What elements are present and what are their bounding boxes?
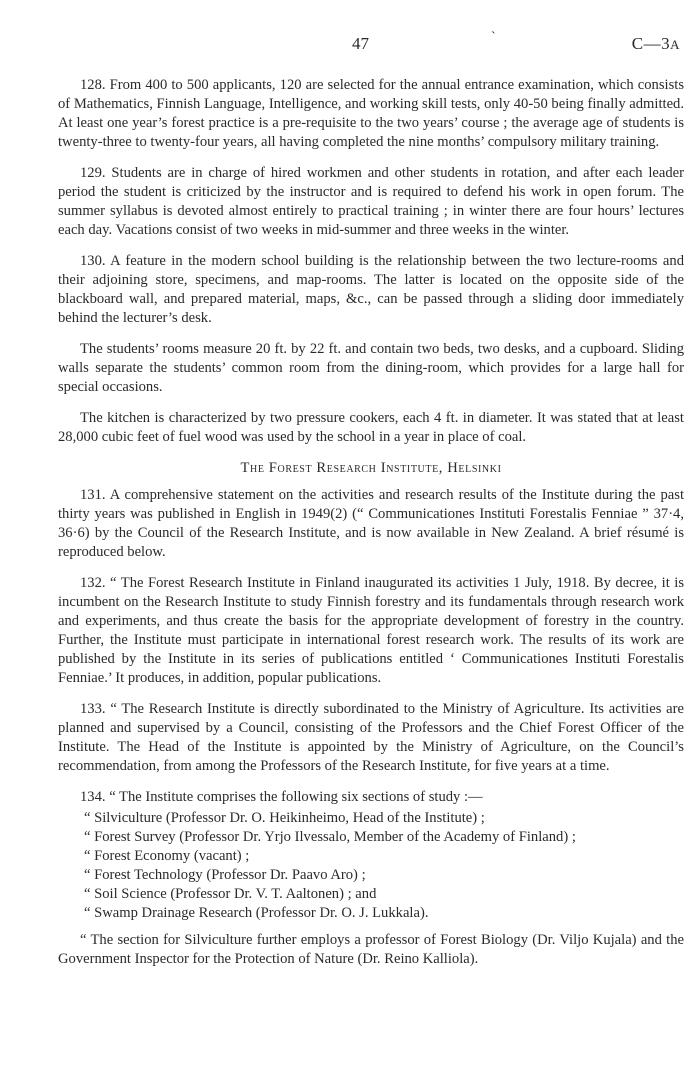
paragraph-kitchen: The kitchen is characterized by two pressure cookers, each 4 ft. in diameter. It was stated that at least 28,000 cubic feet of fuel wood was used by the school in a year in place of coal. — [58, 410, 684, 445]
document-reference — [632, 34, 680, 54]
page-header — [0, 30, 700, 56]
paragraph-132: 132. “ The Forest Research Institute in Finland inaugurated its activities 1 July, 1918. By decree, it is incumbent on the Research Institute to study Finnish forestry and its fundamentals through research work and experiments, and thus create the basis for the appropriate development of forestry in the country. Further, the Institute must participate in international forest research work. The results of its work are published by the Institute in its series of publications entitled ‘ Communicationes Instituti Forestalis Fenniae.’ It produces, in addition, popular publications. — [58, 575, 684, 686]
page-body — [58, 76, 684, 981]
section-heading: The Forest Research Institute, Helsinki — [240, 460, 502, 476]
sections-list — [58, 809, 684, 923]
paragraph-129: 129. Students are in charge of hired workmen and other students in rotation, and after each leader period the student is criticized by the instructor and is required to defend his work in open forum. The summer syllabus is devoted almost entirely to practical training ; in winter there are four hours’ lectures each day. Vacations consist of two weeks in mid-summer and three weeks in the winter. — [58, 165, 684, 238]
header-mark: ` — [491, 30, 496, 45]
list-item: “ Forest Survey (Professor Dr. Yrjo Ilvessalo, Member of the Academy of Finland) ; — [84, 829, 576, 845]
paragraph-130: 130. A feature in the modern school building is the relationship between the two lecture-rooms and their adjoining store, specimens, and map-rooms. The latter is located on the opposite side of the blackboard wall, and prepared material, maps, &c., can be passed through a sliding door immediately behind the lecturer’s desk. — [58, 253, 684, 326]
list-item: “ Forest Technology (Professor Dr. Paavo Aro) ; — [84, 867, 366, 883]
paragraph-134: 134. “ The Institute comprises the following six sections of study :— — [80, 789, 483, 805]
paragraph-131: 131. A comprehensive statement on the activities and research results of the Institute during the past thirty years was published in English in 1949(2) (“ Communicationes Instituti Forestalis Fenniae ” 37·4, 36·6) by the Council of the Research Institute, and is now available in New Zealand. A brief résumé is reproduced below. — [58, 487, 684, 560]
list-item: “ Soil Science (Professor Dr. V. T. Aaltonen) ; and — [84, 886, 377, 902]
list-item: “ Swamp Drainage Research (Professor Dr. O. J. Lukkala). — [84, 905, 429, 921]
paragraph-students-rooms: The students’ rooms measure 20 ft. by 22 ft. and contain two beds, two desks, and a cupboard. Sliding walls separate the students’ common room from the dining-room, which provides for a large hall for special occasions. — [58, 341, 684, 395]
paragraph-133: 133. “ The Research Institute is directly subordinated to the Ministry of Agriculture. Its activities are planned and supervised by a Council, consisting of the Professors and the Chief Forest Officer of the Institute. The Head of the Institute is appointed by the Ministry of Agriculture, on the Council’s recommendation, from among the Professors of the Research Institute, for five years at a time. — [58, 701, 684, 774]
document-reference-main: C—3 — [631, 34, 671, 53]
document-reference-suffix: A — [670, 37, 680, 52]
page-number: 47 — [352, 34, 369, 53]
list-item: “ Silviculture (Professor Dr. O. Heikinheimo, Head of the Institute) ; — [84, 810, 485, 826]
closing-paragraph: “ The section for Silviculture further employs a professor of Forest Biology (Dr. Viljo Kujala) and the Government Inspector for the Protection of Nature (Dr. Reino Kalliola). — [58, 932, 684, 967]
paragraph-128: 128. From 400 to 500 applicants, 120 are selected for the annual entrance examination, which consists of Mathematics, Finnish Language, Intelligence, and working skill tests, only 40-50 being finally admitted. At least one year’s forest practice is a pre-requisite to the two years’ course ; the average age of students is twenty-three to twenty-four years, all having completed the nine months’ compulsory military training. — [58, 77, 684, 150]
list-item: “ Forest Economy (vacant) ; — [84, 848, 250, 864]
